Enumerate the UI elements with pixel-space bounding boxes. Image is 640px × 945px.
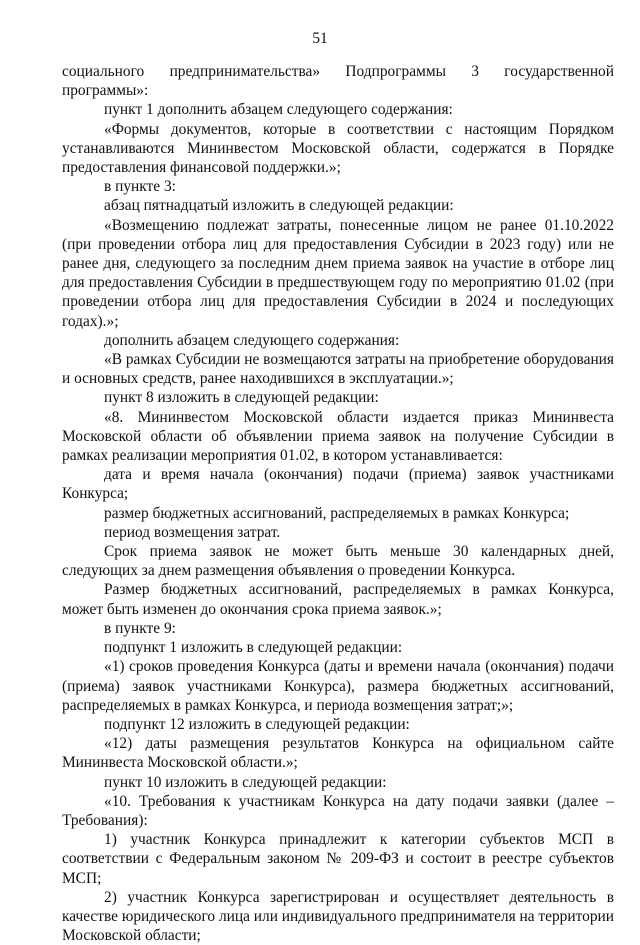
paragraph-9: пункт 8 изложить в следующей редакции: [104, 389, 379, 407]
paragraph-19: подпункт 12 изложить в следующей редакции: [104, 715, 410, 733]
paragraph-7: дополнить абзацем следующего содержания: [104, 331, 400, 349]
paragraph-20: «12) даты размещения результатов Конкурса на официальном сайте Мининвеста Московской области.»; [62, 735, 614, 772]
document-body [62, 62, 614, 945]
paragraph-10: «8. Мининвестом Московской области издается приказ Мининвеста Московской области об объявлении приема заявок на получение Субсидии в рамках реализации мероприятия 01.02, в котором устанавливается: [62, 408, 614, 465]
paragraph-12: размер бюджетных ассигнований, распределяемых в рамках Конкурса; [104, 504, 570, 522]
paragraph-21: пункт 10 изложить в следующей редакции: [104, 773, 387, 791]
paragraph-15: Размер бюджетных ассигнований, распределяемых в рамках Конкурса, может быть изменен до окончания срока приема заявок.»; [62, 581, 614, 618]
paragraph-18: «1) сроков проведения Конкурса (даты и времени начала (окончания) подачи (приема) заявок участниками Конкурса), размера бюджетных ассигнований, распределяемых в рамках Конкурса, и периода возмещения затрат;»; [62, 658, 614, 714]
paragraph-22: «10. Требования к участникам Конкурса на дату подачи заявки (далее – Требования): [62, 792, 614, 829]
paragraph-17: подпункт 1 изложить в следующей редакции: [104, 639, 403, 657]
paragraph-13: период возмещения затрат. [104, 523, 281, 541]
paragraph-16: в пункте 9: [104, 619, 176, 637]
paragraph-23: 1) участник Конкурса принадлежит к категории субъектов МСП в соответствии с Федеральным законом № 209-ФЗ и состоит в реестре субъектов МСП; [62, 831, 614, 887]
paragraph-24: 2) участник Конкурса зарегистрирован и осуществляет деятельность в качестве юридического лица или индивидуального предпринимателя на территории Московской области; [62, 888, 614, 945]
paragraph-6: «Возмещению подлежат затраты, понесенные лицом не ранее 01.10.2022 (при проведении отбора лиц для предоставления Субсидии в 2023 году) или не ранее дня, следующего за последним днем приема заявок на участие в отборе лиц для предоставления Субсидии в предшествующем году по мероприятию 01.02 (при проведении отбора лиц для предоставления Субсидии в 2024 и последующих годах).»; [62, 216, 614, 330]
paragraph-1: социального предпринимательства» Подпрограммы 3 государственной программы»: [62, 63, 614, 100]
paragraph-14: Срок приема заявок не может быть меньше 30 календарных дней, следующих за днем размещения объявления о проведении Конкурса. [62, 543, 614, 580]
paragraph-8: «В рамках Субсидии не возмещаются затраты на приобретение оборудования и основных средств, ранее находившихся в эксплуатации.»; [62, 351, 614, 388]
paragraph-4: в пункте 3: [104, 178, 176, 196]
paragraph-3: «Формы документов, которые в соответствии с настоящим Порядком устанавливаются Мининвестом Московской области, содержатся в Порядке предоставления финансовой поддержки.»; [62, 120, 614, 177]
paragraph-5: абзац пятнадцатый изложить в следующей редакции: [104, 197, 454, 215]
page-number: 51 [312, 30, 328, 47]
paragraph-11: дата и время начала (окончания) подачи (приема) заявок участниками Конкурса; [62, 466, 614, 503]
paragraph-2: пункт 1 дополнить абзацем следующего содержания: [104, 101, 453, 119]
